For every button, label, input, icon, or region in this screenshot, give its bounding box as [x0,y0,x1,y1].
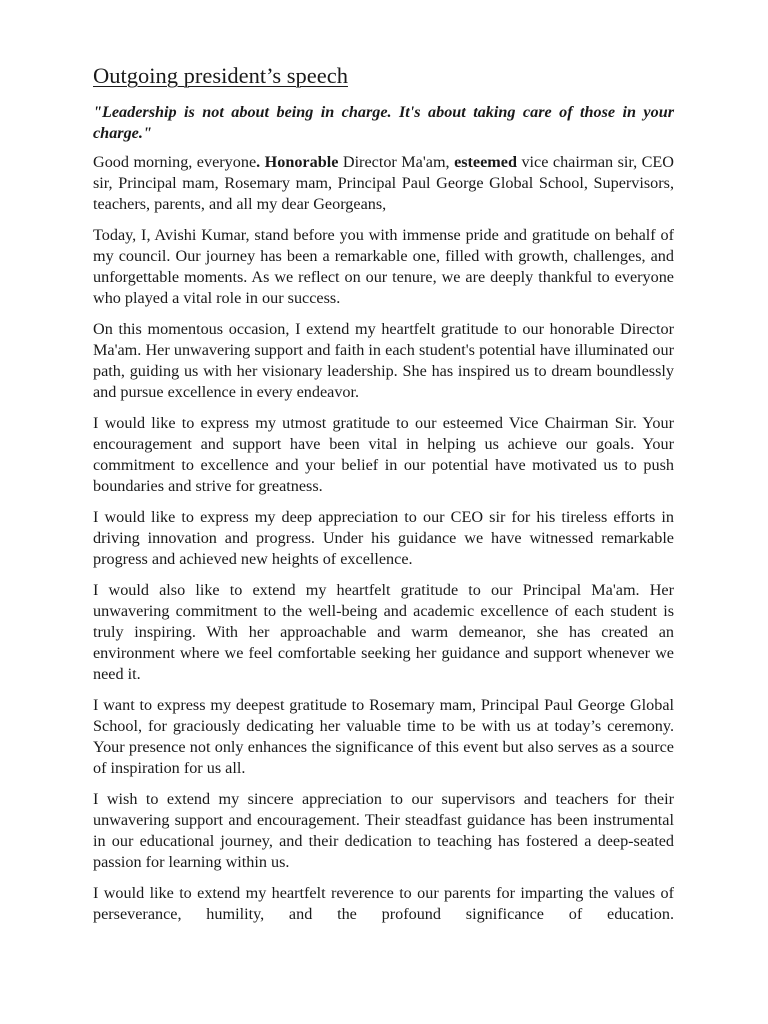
paragraph-rosemary: I want to express my deepest gratitude to Rosemary mam, Principal Paul George Global School, for graciously dedicating her valuable time to be with us at today’s ceremony. Your presence not only enhances the significance of this event but also serves as a source of inspiration for us all. [93,696,674,777]
paragraph-teachers: I wish to extend my sincere appreciation to our supervisors and teachers for their unwavering support and encouragement. Their steadfast guidance has been instrumental in our educational journey, and their dedication to teaching has fostered a deep-seated passion for learning within us. [93,790,674,871]
paragraph-principal: I would also like to extend my heartfelt gratitude to our Principal Ma'am. Her unwavering commitment to the well-being and academic excellence of each student is truly inspiring. With her approachable and warm demeanor, she has created an environment where we feel comfortable seeking her guidance and support whenever we need it. [93,581,674,683]
greeting-text-2: Director Ma'am, [338,153,455,171]
greeting-text-1: Good morning, everyone [93,153,257,171]
paragraph-parents: I would like to extend my heartfelt reverence to our parents for imparting the values of perseverance, humility, and the profound significance of education. [93,884,674,923]
page-title: Outgoing president’s speech [93,63,348,88]
document-page [93,60,674,935]
paragraph-ceo: I would like to express my deep appreciation to our CEO sir for his tireless efforts in driving innovation and progress. Under his guidance we have witnessed remarkable progress and achieved new heights of excellence. [93,508,674,568]
greeting-bold-esteemed: esteemed [454,153,517,171]
greeting-text-3: vice chairman sir, CEO sir, Principal mam, Rosemary mam, Principal Paul George Global School, Supervisors, teachers, parents, and all my dear Georgeans, [93,153,674,213]
opening-quote: "Leadership is not about being in charge. It's about taking care of those in your charge." [93,103,674,142]
greeting-bold-honorable: . Honorable [256,153,339,171]
paragraph-vice-chairman: I would like to express my utmost gratitude to our esteemed Vice Chairman Sir. Your encouragement and support have been vital in helping us achieve our goals. Your commitment to excellence and your belief in our potential have motivated us to push boundaries and strive for greatness. [93,414,674,495]
paragraph-council: Today, I, Avishi Kumar, stand before you with immense pride and gratitude on behalf of my council. Our journey has been a remarkable one, filled with growth, challenges, and unforgettable moments. As we reflect on our tenure, we are deeply thankful to everyone who played a vital role in our success. [93,226,674,307]
greeting-paragraph [93,152,674,215]
paragraph-director: On this momentous occasion, I extend my heartfelt gratitude to our honorable Director Ma'am. Her unwavering support and faith in each student's potential have illuminated our path, guiding us with her visionary leadership. She has inspired us to dream boundlessly and pursue excellence in every endeavor. [93,320,674,401]
